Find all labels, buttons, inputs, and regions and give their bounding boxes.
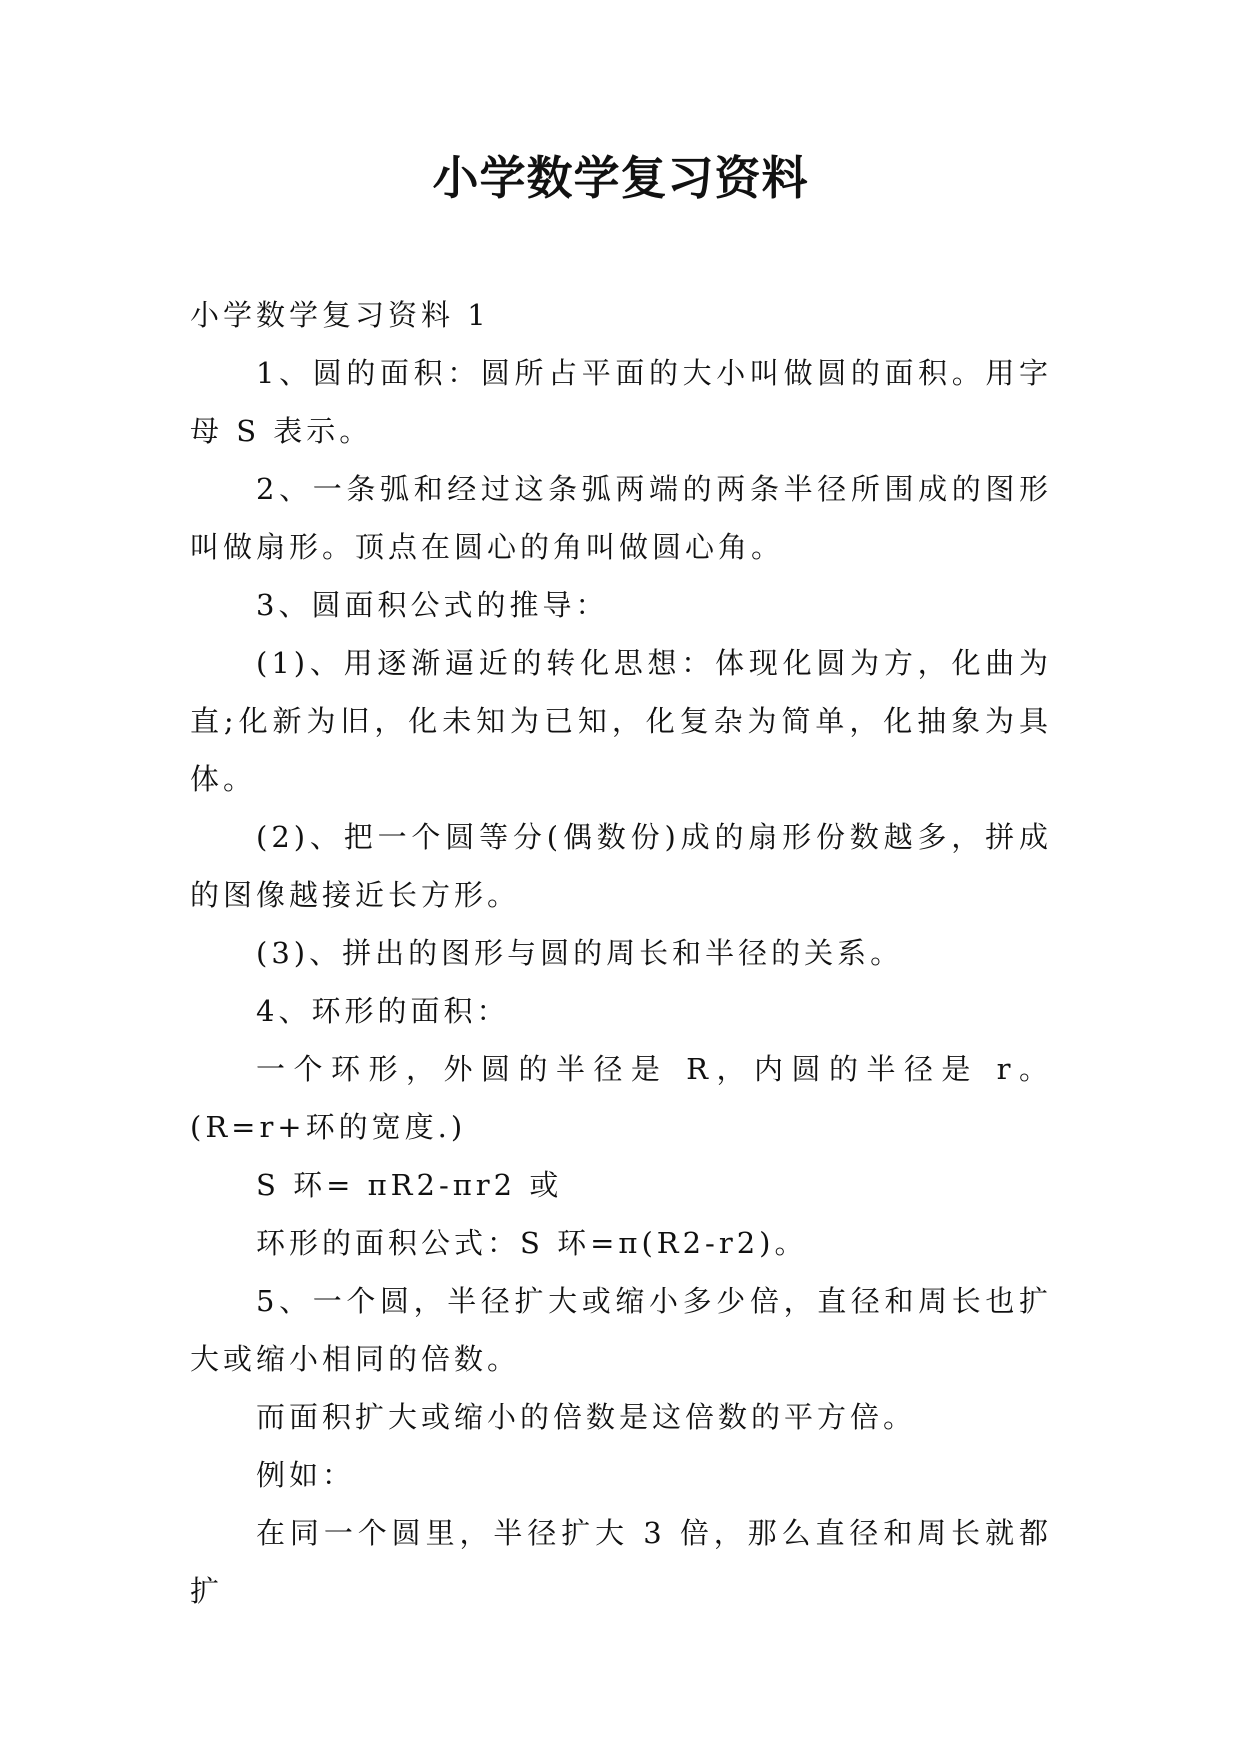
paragraph: 在同一个圆里，半径扩大 3 倍，那么直径和周长就都扩 bbox=[190, 1516, 1052, 1608]
paragraph: 4、环形的面积： bbox=[256, 994, 510, 1028]
document-body bbox=[190, 286, 1052, 1620]
paragraph: 3、圆面积公式的推导： bbox=[256, 588, 609, 622]
formula-line: S 环= πR2-πr2 或 bbox=[256, 1168, 563, 1202]
formula-line: 环形的面积公式：S 环=π(R2-r2)。 bbox=[256, 1226, 808, 1260]
paragraph: 2、一条弧和经过这条弧两端的两条半径所围成的图形叫做扇形。顶点在圆心的角叫做圆心角。 bbox=[190, 472, 1052, 564]
paragraph: 例如： bbox=[256, 1458, 356, 1492]
paragraph: 一个环形，外圆的半径是 R，内圆的半径是 r。(R=r+环的宽度.) bbox=[190, 1052, 1052, 1144]
section-heading: 小学数学复习资料 1 bbox=[190, 298, 490, 332]
paragraph: 而面积扩大或缩小的倍数是这倍数的平方倍。 bbox=[256, 1400, 917, 1434]
page-title: 小学数学复习资料 bbox=[432, 151, 809, 205]
paragraph: (1)、用逐渐逼近的转化思想：体现化圆为方，化曲为直;化新为旧，化未知为已知，化复杂为简单，化抽象为具体。 bbox=[190, 646, 1052, 796]
paragraph: (2)、把一个圆等分(偶数份)成的扇形份数越多，拼成的图像越接近长方形。 bbox=[190, 820, 1052, 912]
paragraph: 1、圆的面积：圆所占平面的大小叫做圆的面积。用字母 S 表示。 bbox=[190, 356, 1052, 448]
paragraph: 5、一个圆，半径扩大或缩小多少倍，直径和周长也扩大或缩小相同的倍数。 bbox=[190, 1284, 1052, 1376]
paragraph: (3)、拼出的图形与圆的周长和半径的关系。 bbox=[256, 936, 904, 970]
